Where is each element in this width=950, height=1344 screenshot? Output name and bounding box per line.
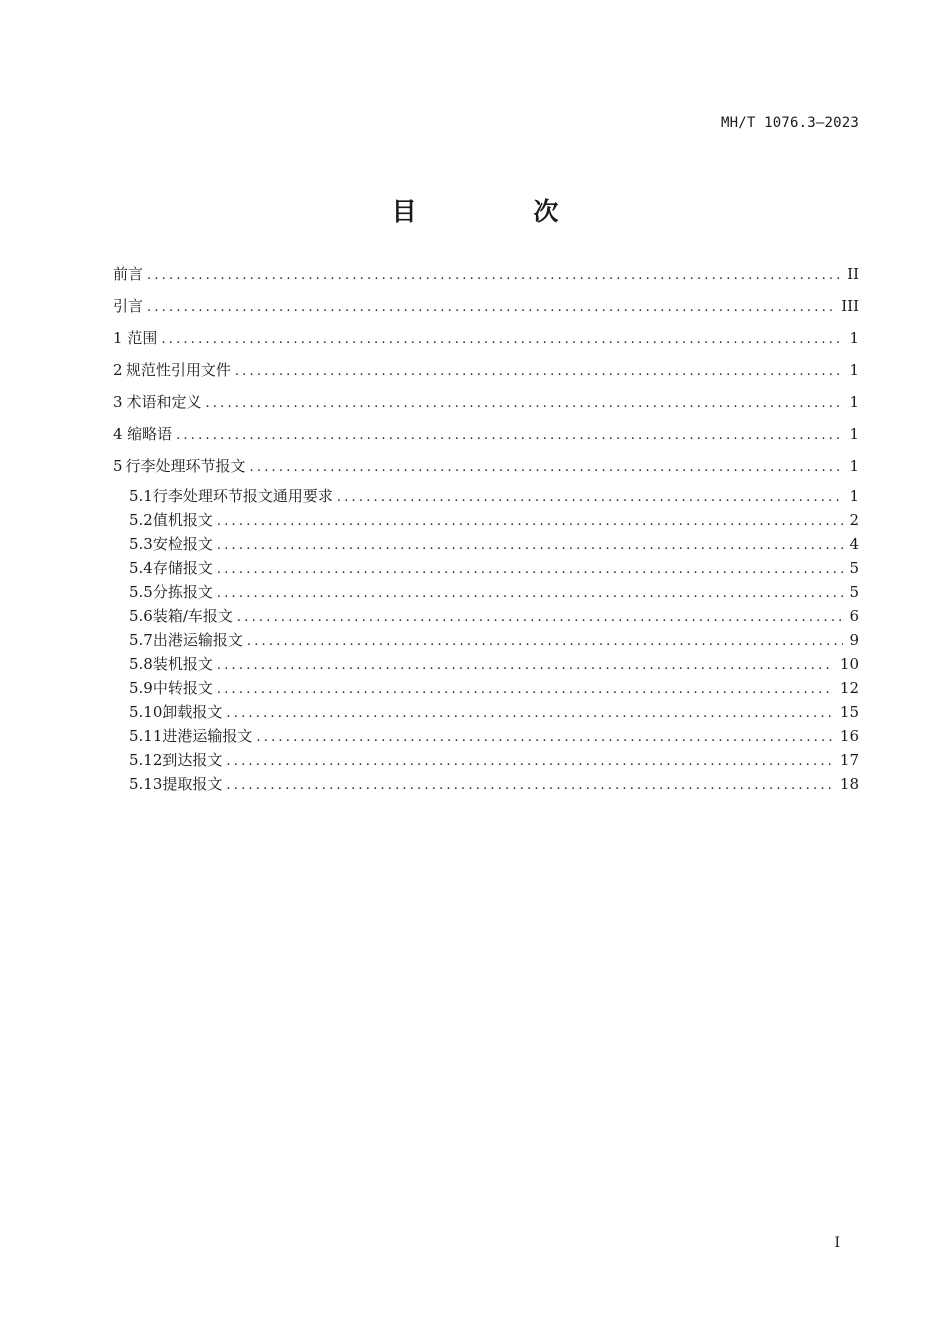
- toc-entry-page: 16: [839, 727, 859, 745]
- toc-dot-leader: [217, 560, 843, 580]
- toc-entry-label: 装箱/车报文: [152, 607, 233, 625]
- toc-entry[interactable]: [113, 326, 859, 358]
- toc-entry[interactable]: [113, 678, 859, 702]
- toc-dot-leader: [226, 704, 833, 724]
- toc-entry[interactable]: [113, 294, 859, 326]
- toc-entry-label: 行李处理环节报文通用要求: [152, 487, 333, 505]
- toc-entry-number: 3: [113, 393, 123, 411]
- toc-entry-page: II: [847, 265, 859, 283]
- toc-dot-leader: [226, 752, 833, 772]
- toc-entry[interactable]: [113, 750, 859, 774]
- toc-entry-label: 安检报文: [152, 535, 213, 553]
- toc-entry-label: 缩略语: [127, 425, 173, 443]
- toc-dot-leader: [237, 608, 843, 628]
- toc-entry-label: 装机报文: [152, 655, 213, 673]
- toc-entry[interactable]: [113, 630, 859, 654]
- toc-entry-page: 1: [849, 457, 859, 475]
- toc-entry[interactable]: [113, 654, 859, 678]
- toc-entry-number: 5.7: [129, 631, 153, 649]
- toc-entry-label: 到达报文: [162, 751, 223, 769]
- toc-entry-number: 5.2: [129, 511, 153, 529]
- toc-dot-leader: [226, 776, 833, 796]
- toc-entry-label: 术语和定义: [126, 393, 202, 411]
- toc-entry-number: 5.4: [129, 559, 153, 577]
- toc-dot-leader: [161, 328, 843, 352]
- toc-entry[interactable]: [113, 358, 859, 390]
- toc-dot-leader: [217, 584, 843, 604]
- toc-dot-leader: [217, 536, 843, 556]
- toc-entry-label: 前言: [113, 265, 144, 283]
- toc-entry-number: 5.13: [129, 775, 163, 793]
- toc-entry-label: 分拣报文: [152, 583, 213, 601]
- toc-entry-label: 行李处理环节报文: [125, 457, 246, 475]
- toc-dot-leader: [247, 632, 843, 652]
- toc-entry-page: 10: [839, 655, 859, 673]
- toc-entry-number: 5.3: [129, 535, 153, 553]
- toc-entry-number: 4: [113, 425, 123, 443]
- toc-entry-number: 1: [113, 329, 123, 347]
- toc-entry-number: 5.9: [129, 679, 153, 697]
- toc-entry-page: 1: [849, 329, 859, 347]
- toc-entry-number: 5.6: [129, 607, 153, 625]
- toc-entry-number: 2: [113, 361, 123, 379]
- toc-dot-leader: [147, 296, 835, 320]
- toc-entry[interactable]: [113, 454, 859, 486]
- toc-entry-number: 5.1: [129, 487, 153, 505]
- toc-entry-page: 18: [839, 775, 859, 793]
- toc-dot-leader: [256, 728, 833, 748]
- toc-entry-number: 5.5: [129, 583, 153, 601]
- toc-entry-label: 范围: [127, 329, 158, 347]
- toc-dot-leader: [250, 456, 843, 480]
- toc-entry-number: 5.8: [129, 655, 153, 673]
- toc-entry-page: 5: [849, 583, 859, 601]
- document-code: MH/T 1076.3—2023: [720, 115, 859, 131]
- toc-entry[interactable]: [113, 702, 859, 726]
- toc-dot-leader: [147, 264, 841, 288]
- toc-entry-page: 6: [849, 607, 859, 625]
- toc-entry-label: 卸载报文: [162, 703, 223, 721]
- toc-entry[interactable]: [113, 726, 859, 750]
- toc-entry-page: 15: [839, 703, 859, 721]
- page-number: I: [834, 1235, 840, 1251]
- toc-entry[interactable]: [113, 558, 859, 582]
- toc-entry-label: 出港运输报文: [152, 631, 243, 649]
- toc-dot-leader: [217, 680, 834, 700]
- toc-dot-leader: [337, 488, 843, 508]
- toc-entry-number: 5.11: [129, 727, 163, 745]
- toc-entry-number: 5: [113, 457, 123, 475]
- toc-title: 目 次: [391, 197, 613, 226]
- toc-entry-page: 1: [849, 487, 859, 505]
- toc-entry-label: 值机报文: [152, 511, 213, 529]
- toc-entry-label: 规范性引用文件: [125, 361, 231, 379]
- toc-entry-number: 5.12: [129, 751, 163, 769]
- toc-entry-page: 9: [849, 631, 859, 649]
- toc-entry[interactable]: [113, 390, 859, 422]
- toc-dot-leader: [176, 424, 843, 448]
- toc-entry-page: 1: [849, 425, 859, 443]
- toc-entry[interactable]: [113, 486, 859, 510]
- table-of-contents: [113, 262, 859, 798]
- toc-entry-page: 1: [849, 361, 859, 379]
- toc-entry-number: 5.10: [129, 703, 163, 721]
- toc-entry-page: 2: [849, 511, 859, 529]
- toc-dot-leader: [217, 656, 834, 676]
- toc-entry-label: 存储报文: [152, 559, 213, 577]
- toc-entry-page: 17: [839, 751, 859, 769]
- toc-entry-page: 1: [849, 393, 859, 411]
- toc-dot-leader: [205, 392, 843, 416]
- toc-entry-label: 中转报文: [152, 679, 213, 697]
- toc-dot-leader: [235, 360, 843, 384]
- toc-entry-label: 提取报文: [162, 775, 223, 793]
- toc-entry-page: III: [841, 297, 859, 315]
- toc-entry-page: 5: [849, 559, 859, 577]
- toc-entry[interactable]: [113, 606, 859, 630]
- toc-entry[interactable]: [113, 422, 859, 454]
- toc-entry-label: 进港运输报文: [162, 727, 253, 745]
- toc-dot-leader: [217, 512, 843, 532]
- toc-entry[interactable]: [113, 534, 859, 558]
- toc-entry-page: 12: [839, 679, 859, 697]
- toc-entry-label: 引言: [113, 297, 144, 315]
- toc-entry[interactable]: [113, 774, 859, 798]
- toc-entry[interactable]: [113, 262, 859, 294]
- toc-entry-page: 4: [849, 535, 859, 553]
- toc-entry[interactable]: [113, 510, 859, 534]
- toc-entry[interactable]: [113, 582, 859, 606]
